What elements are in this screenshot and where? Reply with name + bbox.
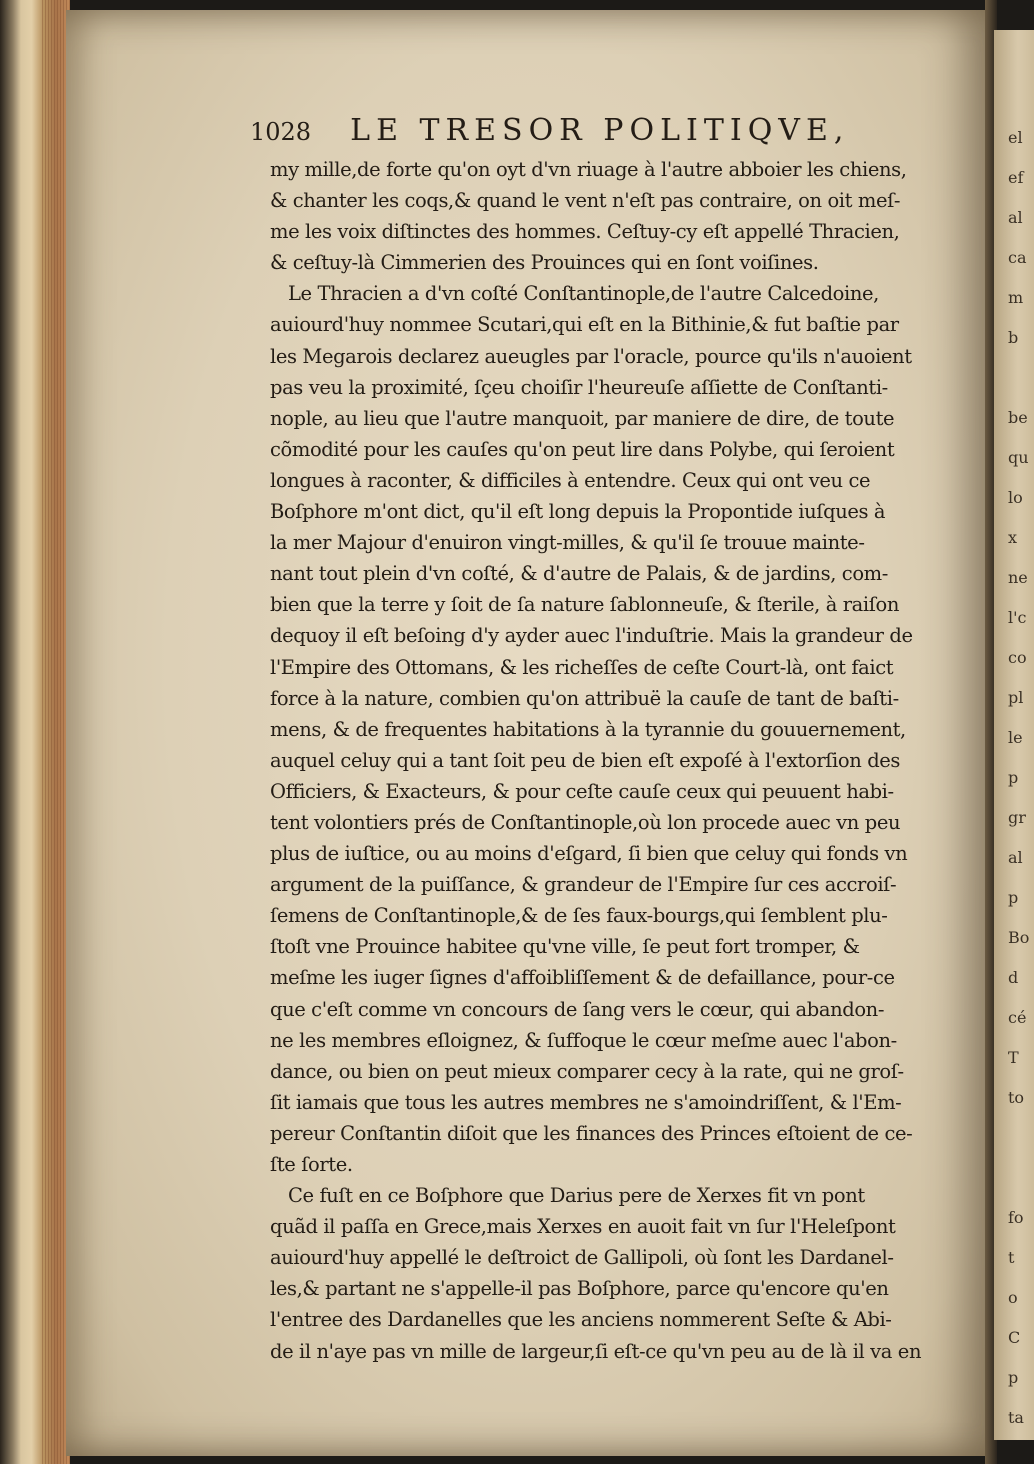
text-line: pereur Conſtantin diſoit que les finances des Princes eſtoient de ce-: [270, 1121, 913, 1145]
facing-page-fragment: le: [1008, 728, 1023, 747]
text-line: nople, au lieu que l'autre manquoit, par maniere de dire, de toute: [270, 406, 895, 430]
facing-page-fragment: qu: [1008, 448, 1029, 467]
facing-page-fragment: co: [1008, 648, 1027, 667]
text-line: que c'eſt comme vn concours de ſang vers le cœur, qui abandon-: [270, 997, 885, 1021]
body-text: [270, 154, 970, 1367]
text-line: l'Empire des Ottomans, & les richeſſes de ceſte Court-là, ont faict: [270, 655, 894, 679]
text-line: les Megarois declarez aueugles par l'oracle, pource qu'ils n'auoient: [270, 344, 912, 368]
facing-page-fragment: ca: [1008, 248, 1027, 267]
text-line: Boſphore m'ont dict, qu'il eſt long depuis la Propontide iuſques à: [270, 500, 886, 524]
text-line: ſemens de Conſtantinople,& de ſes faux-bourgs,qui ſemblent plu-: [270, 904, 888, 928]
facing-page-fragment: cé: [1008, 1008, 1027, 1027]
text-line: pas veu la proximité, ſçeu choiſir l'heureuſe aſſiette de Conſtanti-: [270, 375, 888, 399]
facing-page-fragment: x: [1008, 528, 1018, 547]
facing-page-fragment: el: [1008, 128, 1023, 147]
text-line: meſme les iuger ſignes d'affoibliſſement & de defaillance, pour-ce: [270, 966, 895, 990]
page-number: 1028: [250, 118, 312, 146]
facing-page-fragment: p: [1008, 1368, 1019, 1387]
facing-page-fragment: ta: [1008, 1408, 1024, 1427]
facing-page-fragment: ef: [1008, 168, 1024, 187]
text-line: mens, & de frequentes habitations à la tyrannie du gouuernement,: [270, 717, 906, 741]
facing-page-fragment: pl: [1008, 688, 1024, 707]
text-line: Ce fuſt en ce Boſphore que Darius pere de Xerxes fit vn pont: [288, 1184, 865, 1208]
facing-page-fragment: lo: [1008, 488, 1023, 507]
text-line: longues à raconter, & difficiles à entendre. Ceux qui ont veu ce: [270, 468, 871, 492]
text-line: nant tout plein d'vn coſté, & d'autre de Palais, & de jardins, com-: [270, 562, 888, 586]
facing-page-fragment: ne: [1008, 568, 1028, 587]
text-line: de il n'aye pas vn mille de largeur,ſi eſt-ce qu'vn peu au de là il va en: [270, 1339, 922, 1363]
text-line: ſtoſt vne Prouince habitee qu'vne ville, ſe peut fort tromper, &: [270, 935, 860, 959]
facing-page-fragment: b: [1008, 328, 1019, 347]
facing-page-fragment: p: [1008, 888, 1019, 907]
facing-page-fragment: t: [1008, 1248, 1015, 1267]
facing-page-fragment: Bo: [1008, 928, 1030, 947]
text-line: les,& partant ne s'appelle-il pas Boſphore, parce qu'encore qu'en: [270, 1277, 889, 1301]
text-line: tent volontiers prés de Conſtantinople,où lon procede auec vn peu: [270, 810, 901, 834]
text-line: Le Thracien a d'vn coſté Conſtantinople,de l'autre Calcedoine,: [288, 282, 879, 306]
text-line: & ceſtuy-là Cimmerien des Prouinces qui en ſont voiſines.: [270, 251, 819, 275]
text-line: l'entree des Dardanelles que les anciens nommerent Seſte & Abi-: [270, 1308, 892, 1332]
facing-page-fragment: al: [1008, 848, 1023, 867]
text-line: ſte ſorte.: [270, 1153, 353, 1176]
facing-page-fragment: [1008, 358, 1024, 398]
facing-page-fragment: l'c: [1008, 608, 1027, 627]
facing-page-fragment: p: [1008, 768, 1019, 787]
facing-page-fragment: be: [1008, 408, 1028, 427]
running-title: LE TRESOR POLITIQVE,: [350, 113, 850, 148]
facing-page-fragment: [1008, 1118, 1024, 1158]
facing-page-fragment: d: [1008, 968, 1019, 987]
text-line: auquel celuy qui a tant ſoit peu de bien eſt expoſé à l'extorſion des: [270, 748, 901, 772]
text-line: me les voix diſtinctes des hommes. Ceſtuy-cy eſt appellé Thracien,: [270, 220, 900, 244]
text-line: & chanter les coqs,& quand le vent n'eſt pas contraire, on oit meſ-: [270, 189, 901, 213]
text-line: bien que la terre y ſoit de ſa nature ſablonneuſe, & ſterile, à raiſon: [270, 593, 900, 617]
text-line: plus de iuſtice, ou au moins d'eſgard, ſi bien que celuy qui fonds vn: [270, 842, 908, 866]
text-line: la mer Majour d'enuiron vingt-milles, & qu'il ſe trouue mainte-: [270, 531, 865, 555]
facing-page-fragment: to: [1008, 1088, 1025, 1107]
facing-page-fragment: o: [1008, 1288, 1018, 1307]
text-line: dance, ou bien on peut mieux comparer cecy à la rate, qui ne groſ-: [270, 1059, 904, 1083]
text-line: force à la nature, combien qu'on attribuë la cauſe de tant de baſti-: [270, 686, 899, 710]
facing-page-fragment: gr: [1008, 808, 1026, 827]
text-line: dequoy il eſt beſoing d'y ayder auec l'induſtrie. Mais la grandeur de: [270, 624, 913, 648]
text-line: auiourd'huy nommee Scutari,qui eſt en la Bithinie,& fut baſtie par: [270, 313, 899, 337]
text-line: cõmodité pour les cauſes qu'on peut lire dans Polybe, qui ſeroient: [270, 437, 895, 461]
page-header: [250, 113, 950, 148]
text-line: ſit iamais que tous les autres membres ne s'amoindriſſent, & l'Em-: [270, 1090, 902, 1114]
facing-page-fragment: [1008, 1158, 1024, 1198]
facing-page-fragment: C: [1008, 1328, 1021, 1347]
text-line: argument de la puiſſance, & grandeur de l'Empire ſur ces accroiſ-: [270, 873, 897, 897]
facing-page-fragments: [1008, 118, 1030, 1438]
text-line: Officiers, & Exacteurs, & pour ceſte cauſe ceux qui peuuent habi-: [270, 779, 894, 803]
facing-page-fragment: al: [1008, 208, 1023, 227]
facing-page-fragment: T: [1008, 1048, 1019, 1067]
text-line: ne les membres eſloignez, & ſuffoque le cœur meſme auec l'abon-: [270, 1028, 897, 1052]
text-line: auiourd'huy appellé le deſtroict de Gallipoli, où ſont les Dardanel-: [270, 1246, 894, 1270]
text-line: my mille,de forte qu'on oyt d'vn riuage à l'autre abboier les chiens,: [270, 158, 907, 181]
text-line: quãd il paſſa en Grece,mais Xerxes en auoit fait vn ſur l'Heleſpont: [270, 1215, 896, 1239]
facing-page-fragment: m: [1008, 288, 1024, 307]
facing-page-fragment: fo: [1008, 1208, 1024, 1227]
